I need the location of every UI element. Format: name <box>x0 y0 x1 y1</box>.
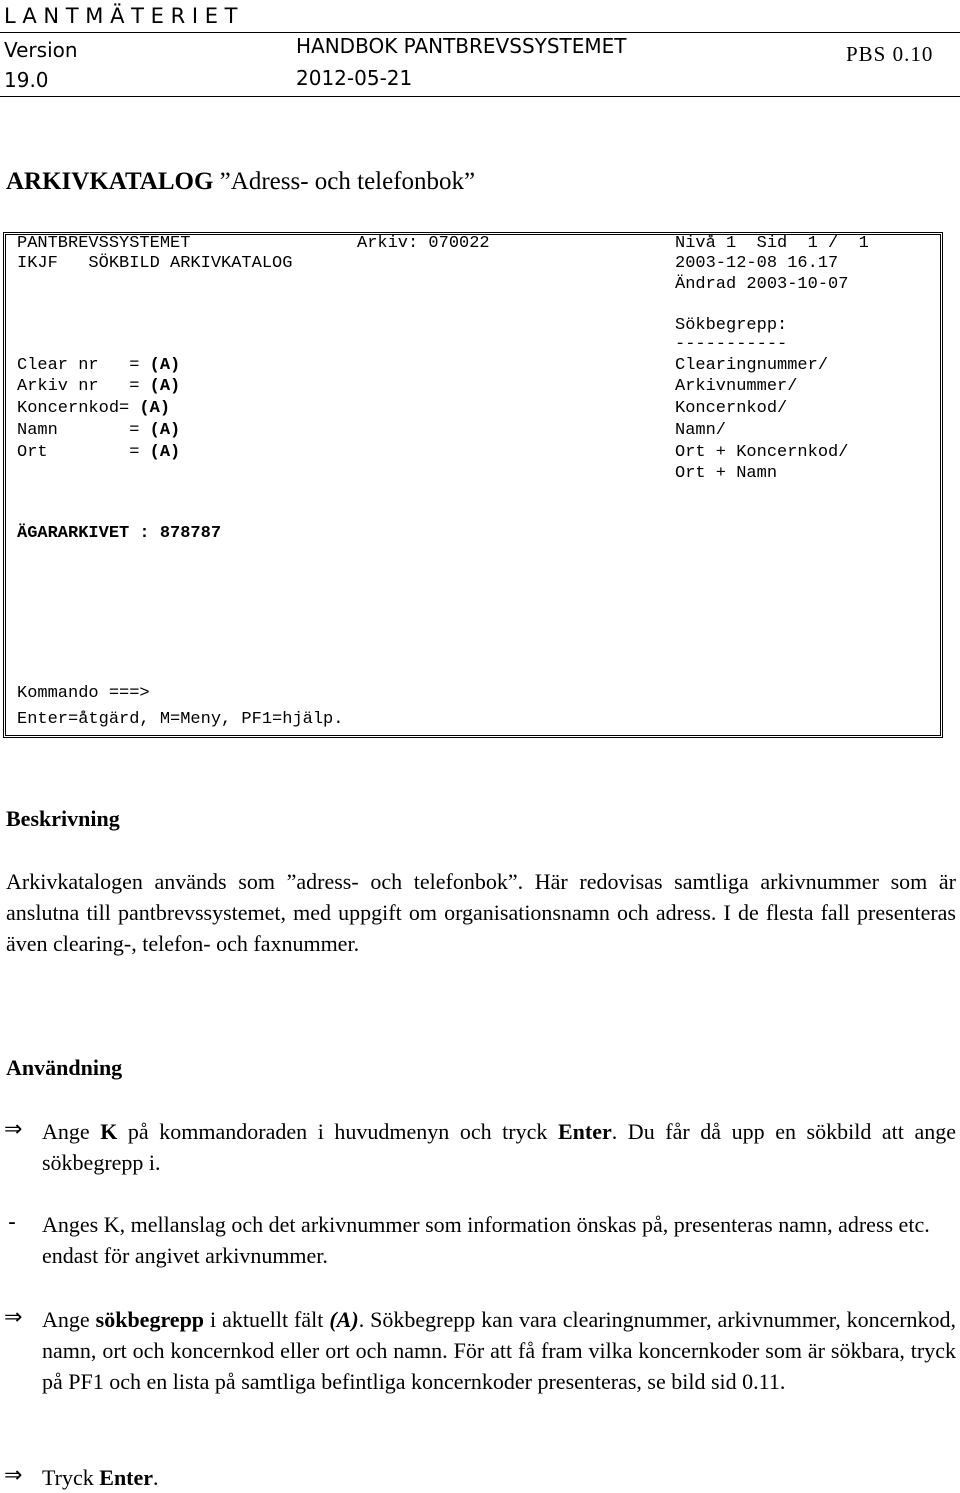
item-text: Tryck <box>42 1465 100 1490</box>
hint-ort-namn: Ort + Namn <box>675 464 778 483</box>
field-label: Arkiv nr = <box>17 377 150 396</box>
owner-archive: ÄGARARKIVET : 878787 <box>17 524 222 543</box>
key-enter: Enter <box>557 1119 612 1144</box>
document-date: 2012-05-21 <box>296 66 413 90</box>
arrow-icon: ⇒ <box>4 1117 23 1142</box>
help-line: Enter=åtgärd, M=Meny, PF1=hjälp. <box>17 710 344 729</box>
screen-timestamp: 2003-12-08 16.17 <box>675 254 839 273</box>
hint-arkivnummer: Arkivnummer/ <box>675 377 798 396</box>
key-enter: Enter <box>99 1465 154 1490</box>
arkiv-nr-input[interactable]: (A) <box>149 377 181 396</box>
item-text: Ange <box>42 1119 101 1144</box>
dash-marker: - <box>8 1210 16 1235</box>
version-value: 19.0 <box>4 68 49 92</box>
version-label: Version <box>4 38 78 62</box>
hint-ort-koncernkod: Ort + Koncernkod/ <box>675 443 849 462</box>
anvandning-heading: Användning <box>6 1055 123 1080</box>
item-text: i aktuellt fält <box>204 1307 330 1332</box>
field-namn <box>17 421 180 440</box>
key-k: K <box>100 1119 118 1144</box>
list-item <box>42 1462 956 1493</box>
beskrivning-text: Arkivkatalogen används som ”adress- och telefonbok”. Här redovisas samtliga arkivnummer som är anslutna till pantbrevssystemet, med uppgift om organisationsnamn och adress. I de flesta fall presenteras även clearing-, telefon- och faxnummer. <box>6 869 956 956</box>
screen-level-page: Nivå 1 Sid 1 / 1 <box>675 234 869 253</box>
item-text: Anges K, mellanslag och det arkivnummer som information önskas på, presenteras namn, adress etc. endast för angivet arkivnummer. <box>42 1212 930 1268</box>
manual-title: HANDBOK PANTBREVSSYSTEMET <box>296 34 627 58</box>
terminal-screen <box>3 232 943 738</box>
field-ort <box>17 443 180 462</box>
screen-changed-date: Ändrad 2003-10-07 <box>675 275 849 294</box>
koncernkod-input[interactable]: (A) <box>139 399 171 418</box>
section-title-bold: ARKIVKATALOG <box>6 168 214 195</box>
arrow-icon: ⇒ <box>4 1463 23 1488</box>
field-arkiv-nr <box>17 377 180 396</box>
header-rule-top <box>0 32 960 33</box>
field-label: Clear nr = <box>17 356 150 375</box>
search-criteria-heading: Sökbegrepp: <box>675 316 788 335</box>
hint-koncernkod: Koncernkod/ <box>675 399 788 418</box>
section-title-rest: ”Adress- och telefonbok” <box>213 168 476 195</box>
screen-archive-number: Arkiv: 070022 <box>357 234 490 253</box>
key-sokbegrepp: sökbegrepp <box>95 1307 205 1332</box>
hint-clearingnummer: Clearingnummer/ <box>675 356 829 375</box>
list-item <box>42 1304 956 1397</box>
screen-system-name: PANTBREVSSYSTEMET <box>17 234 191 253</box>
item-text: Ange <box>42 1307 96 1332</box>
field-clear-nr <box>17 356 180 375</box>
item-text: . Sökbegrepp kan vara clearingnummer, arkivnummer, koncernkod, namn, ort och koncernkod eller ort och namn. För att få fram vilka koncernkoder som är sökbara, tryck på PF1 och en lista på samtliga befintliga koncernkoder presenteras, se bild sid 0.11. <box>42 1307 957 1394</box>
item-text: på kommandoraden i huvudmenyn och tryck <box>117 1119 558 1144</box>
ort-input[interactable]: (A) <box>149 443 181 462</box>
beskrivning-heading: Beskrivning <box>6 806 120 831</box>
header-rule-bottom <box>0 96 960 97</box>
field-label: Ort = <box>17 443 150 462</box>
field-label: Namn = <box>17 421 150 440</box>
command-line-input[interactable]: Kommando ===> <box>17 684 150 703</box>
list-item <box>42 1116 956 1178</box>
search-criteria-underline: ----------- <box>675 335 788 354</box>
org-name: L A N T M Ä T E R I E T <box>4 4 238 28</box>
list-item <box>42 1209 956 1271</box>
item-text: . <box>153 1465 159 1490</box>
page-code: PBS 0.10 <box>846 42 934 66</box>
item-text: . Du får då upp en sökbild att ange sökbegrepp i. <box>42 1119 956 1175</box>
field-label: Koncernkod= <box>17 399 140 418</box>
namn-input[interactable]: (A) <box>149 421 181 440</box>
clear-nr-input[interactable]: (A) <box>149 356 181 375</box>
field-marker-a: (A) <box>329 1307 359 1332</box>
section-title <box>6 168 475 196</box>
hint-namn: Namn/ <box>675 421 727 440</box>
field-koncernkod <box>17 399 170 418</box>
arrow-icon: ⇒ <box>4 1305 23 1330</box>
screen-title: IKJF SÖKBILD ARKIVKATALOG <box>17 254 293 273</box>
